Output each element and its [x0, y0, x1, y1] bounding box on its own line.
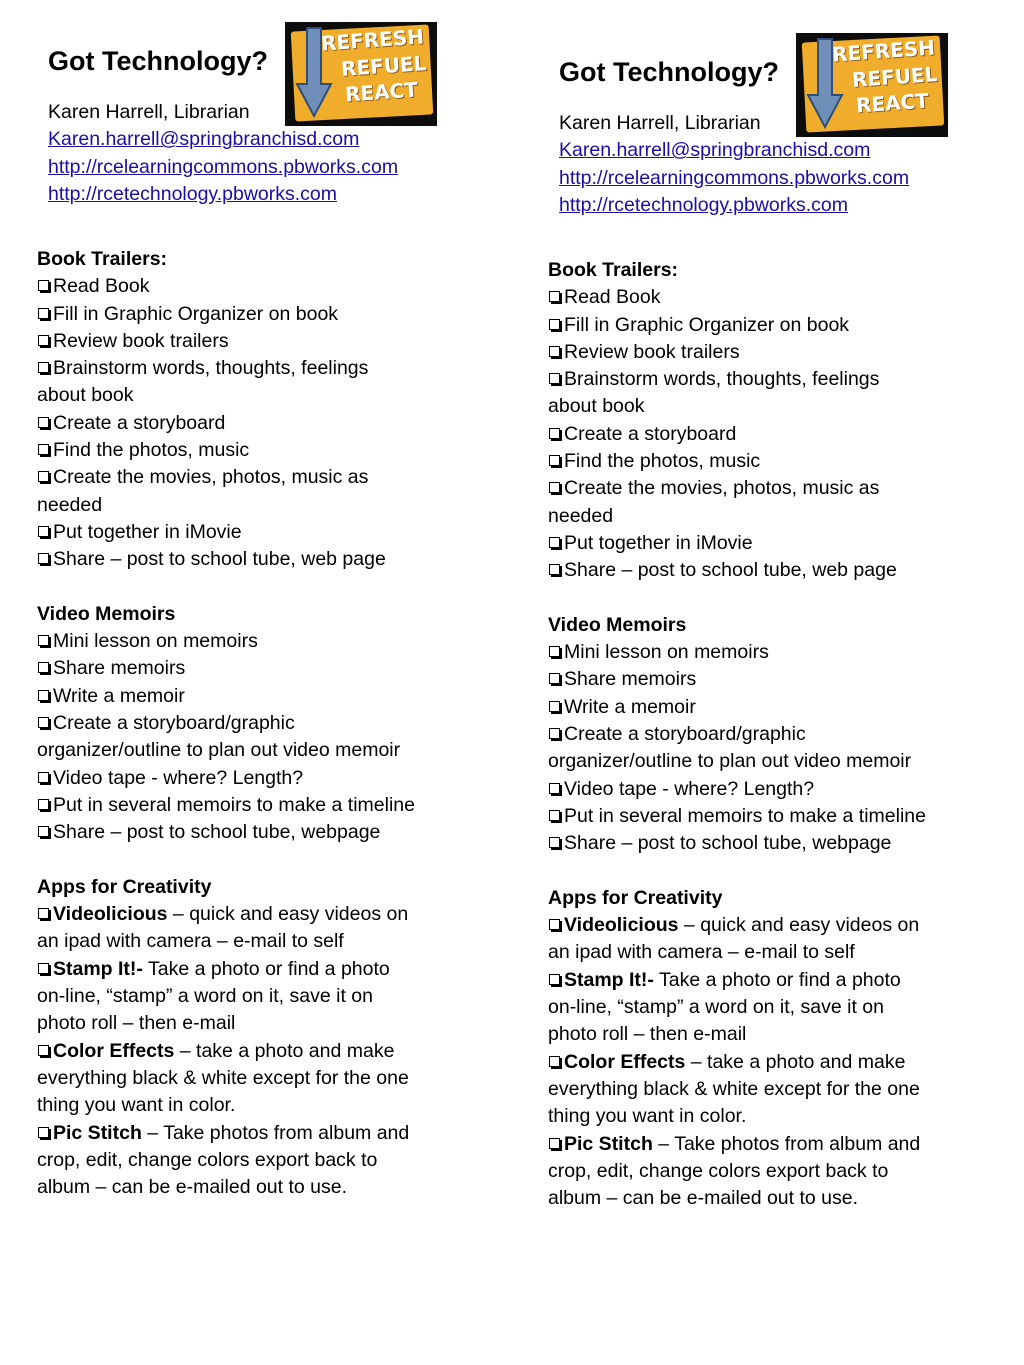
checkbox-icon	[549, 728, 560, 739]
checklist-item: Create a storyboard	[548, 421, 928, 448]
checkbox-icon	[549, 701, 560, 712]
checkbox-icon	[38, 444, 49, 455]
logo-word: REFRESH	[320, 24, 425, 56]
book-trailers-section	[548, 257, 928, 585]
checklist-item: Brainstorm words, thoughts, feelings about book	[37, 357, 369, 407]
page-title: Got Technology?	[48, 46, 268, 76]
app-item	[37, 901, 417, 956]
checkbox-icon	[38, 553, 49, 564]
checklist-item: Share – post to school tube, web page	[37, 546, 417, 573]
checkbox-icon	[38, 335, 49, 346]
app-description: – take a photo and make everything black & white except for the one thing you want in color.	[548, 1050, 920, 1128]
checkbox-icon	[38, 1127, 49, 1138]
video-memoirs-section	[37, 601, 417, 847]
checklist-item: Video tape - where? Length?	[548, 776, 928, 803]
checklist-item: Put together in iMovie	[37, 519, 417, 546]
app-description: – Take photos from album and crop, edit, change colors export back to album – can be e-mailed out to use.	[548, 1132, 921, 1210]
checkbox-icon	[549, 319, 560, 330]
section-heading: Apps for Creativity	[548, 886, 723, 909]
contact-block	[48, 99, 398, 208]
section-heading: Book Trailers:	[548, 259, 679, 281]
checklist-item: Create a storyboard/graphic organizer/outline to plan out video memoir	[548, 723, 912, 773]
checkbox-icon	[38, 1045, 49, 1056]
checkbox-icon	[549, 673, 560, 684]
checklist-item: Create a storyboard/graphic organizer/outline to plan out video memoir	[37, 712, 401, 762]
checklist-item: Create the movies, photos, music as needed	[37, 466, 369, 516]
apps-section	[37, 874, 417, 1202]
email-link[interactable]: Karen.harrell@springbranchisd.com	[48, 128, 360, 151]
learning-commons-link[interactable]: http://rcelearningcommons.pbworks.com	[559, 166, 910, 189]
section-heading: Video Memoirs	[37, 602, 176, 625]
checkbox-icon	[38, 963, 49, 974]
app-description: – quick and easy videos on an ipad with camera – e-mail to self	[548, 914, 920, 964]
checklist-item: Put in several memoirs to make a timeline	[37, 792, 417, 819]
technology-link[interactable]: http://rcetechnology.pbworks.com	[48, 182, 338, 205]
app-item	[548, 912, 928, 967]
checkbox-icon	[549, 537, 560, 548]
app-name: Color Effects	[53, 1039, 175, 1062]
checklist-item: Read Book	[37, 273, 417, 300]
checklist-item: Mini lesson on memoirs	[37, 628, 417, 655]
checkbox-icon	[38, 826, 49, 837]
checklist-item: Create the movies, photos, music as needed	[548, 477, 880, 527]
checkbox-icon	[549, 974, 560, 985]
checkbox-icon	[38, 526, 49, 537]
author-name: Karen Harrell, Librarian	[48, 101, 250, 123]
logo-word: REACT	[344, 77, 419, 107]
email-link[interactable]: Karen.harrell@springbranchisd.com	[559, 139, 871, 162]
checkbox-icon	[549, 837, 560, 848]
checkbox-icon	[38, 635, 49, 646]
logo-word: REFRESH	[831, 35, 936, 67]
app-name: Videolicious	[53, 903, 168, 926]
checkbox-icon	[549, 1138, 560, 1149]
checkbox-icon	[549, 646, 560, 657]
app-description: Take a photo or find a photo on-line, “stamp” a word on it, save it on photo roll – then e-mail	[37, 957, 390, 1035]
checklist-item: Fill in Graphic Organizer on book	[37, 301, 417, 328]
checkbox-icon	[549, 564, 560, 575]
app-description: – Take photos from album and crop, edit, change colors export back to album – can be e-mailed out to use.	[37, 1121, 410, 1199]
content	[548, 257, 928, 1240]
checklist-item: Video tape - where? Length?	[37, 765, 417, 792]
logo-word: REFUEL	[851, 62, 939, 92]
checkbox-icon	[549, 1056, 560, 1067]
checkbox-icon	[38, 908, 49, 919]
app-name: Pic Stitch	[564, 1132, 653, 1155]
content	[37, 246, 417, 1229]
app-description: – quick and easy videos on an ipad with camera – e-mail to self	[37, 903, 409, 953]
app-item	[548, 1049, 928, 1131]
checkbox-icon	[38, 690, 49, 701]
checkbox-icon	[549, 428, 560, 439]
app-item	[37, 1038, 417, 1120]
checklist-item: Review book trailers	[37, 328, 417, 355]
checklist-item: Share – post to school tube, webpage	[548, 830, 928, 857]
checklist-item: Create a storyboard	[37, 410, 417, 437]
checkbox-icon	[38, 280, 49, 291]
app-description: Take a photo or find a photo on-line, “stamp” a word on it, save it on photo roll – then e-mail	[548, 968, 901, 1046]
checklist-item: Write a memoir	[37, 683, 417, 710]
checkbox-icon	[549, 810, 560, 821]
checkbox-icon	[38, 799, 49, 810]
checkbox-icon	[549, 291, 560, 302]
author-name: Karen Harrell, Librarian	[559, 112, 761, 134]
checkbox-icon	[38, 362, 49, 373]
checklist-item: Put together in iMovie	[548, 530, 928, 557]
checklist-item: Find the photos, music	[548, 448, 928, 475]
app-description: – take a photo and make everything black & white except for the one thing you want in color.	[37, 1039, 409, 1117]
checkbox-icon	[549, 346, 560, 357]
app-item	[548, 967, 928, 1049]
checkbox-icon	[38, 471, 49, 482]
checkbox-icon	[549, 919, 560, 930]
checklist-item: Find the photos, music	[37, 437, 417, 464]
checkbox-icon	[38, 772, 49, 783]
section-heading: Apps for Creativity	[37, 875, 212, 898]
app-name: Stamp It!-	[53, 957, 143, 980]
checklist-item: Review book trailers	[548, 339, 928, 366]
book-trailers-section	[37, 246, 417, 574]
technology-link[interactable]: http://rcetechnology.pbworks.com	[559, 193, 849, 216]
checklist-item: Share memoirs	[37, 655, 417, 682]
checklist-item: Read Book	[548, 284, 928, 311]
learning-commons-link[interactable]: http://rcelearningcommons.pbworks.com	[48, 155, 399, 178]
checklist-item: Share – post to school tube, web page	[548, 557, 928, 584]
logo-word: REACT	[855, 88, 930, 118]
page-title: Got Technology?	[559, 57, 779, 87]
checklist-item: Write a memoir	[548, 694, 928, 721]
app-name: Videolicious	[564, 914, 679, 937]
checkbox-icon	[549, 482, 560, 493]
checklist-item: Fill in Graphic Organizer on book	[548, 312, 928, 339]
app-name: Color Effects	[564, 1050, 686, 1073]
apps-section	[548, 885, 928, 1213]
section-heading: Video Memoirs	[548, 613, 687, 636]
checklist-item: Brainstorm words, thoughts, feelings about book	[548, 368, 880, 418]
app-name: Stamp It!-	[564, 968, 654, 991]
section-heading: Book Trailers:	[37, 248, 168, 270]
checklist-item: Share memoirs	[548, 666, 928, 693]
checkbox-icon	[38, 417, 49, 428]
checkbox-icon	[549, 373, 560, 384]
checklist-item: Put in several memoirs to make a timeline	[548, 803, 928, 830]
app-item	[548, 1131, 928, 1213]
checklist-item: Mini lesson on memoirs	[548, 639, 928, 666]
checkbox-icon	[38, 662, 49, 673]
contact-block	[559, 110, 909, 219]
checkbox-icon	[38, 308, 49, 319]
checkbox-icon	[549, 455, 560, 466]
app-item	[37, 956, 417, 1038]
logo-word: REFUEL	[340, 51, 428, 81]
app-name: Pic Stitch	[53, 1121, 142, 1144]
app-item	[37, 1120, 417, 1202]
video-memoirs-section	[548, 612, 928, 858]
checklist-item: Share – post to school tube, webpage	[37, 819, 417, 846]
checkbox-icon	[549, 783, 560, 794]
checkbox-icon	[38, 717, 49, 728]
